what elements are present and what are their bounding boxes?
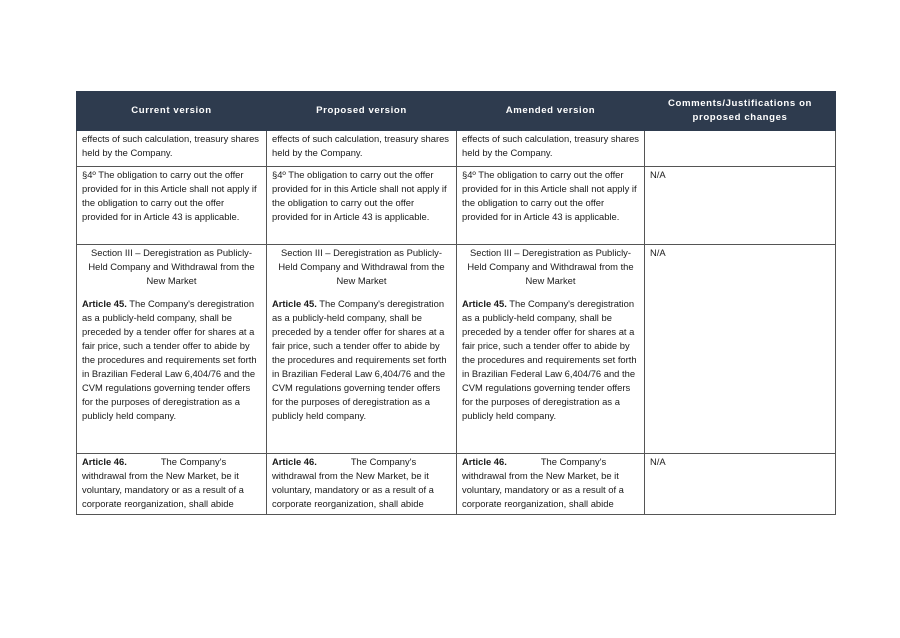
table-row <box>77 131 836 167</box>
article-paragraph: Article 45. The Company's deregistration as a publicly-held company, shall be preceded by a tender offer for shares at a fair price, such a tender offer to abide by the procedures and requirements set forth in Brazilian Federal Law 6,404/76 and the CVM regulations governing tender offers for the purposes of deregistration as a publicly held company. <box>462 298 637 421</box>
current-cell <box>77 245 267 454</box>
header-comments: Comments/Justifications on proposed changes <box>645 92 836 131</box>
article-number: Article 46. <box>82 456 127 467</box>
table-header <box>77 92 836 131</box>
amendment-comparison-table <box>76 91 836 515</box>
table-row <box>77 454 836 515</box>
proposed-cell <box>267 245 457 454</box>
proposed-cell <box>267 454 457 515</box>
comment-cell <box>645 131 836 167</box>
table-row <box>77 245 836 454</box>
header-proposed-version: Proposed version <box>267 92 457 131</box>
header-current-version: Current version <box>77 92 267 131</box>
section-heading: Section III – Deregistration as Publicly-Held Company and Withdrawal from the New Market <box>278 247 445 286</box>
article-paragraph: Article 46. The Company's withdrawal from the New Market, be it voluntary, mandatory or as a result of a corporate reorganization, shall abide <box>272 456 434 509</box>
article-number: Article 46. <box>462 456 507 467</box>
amended-cell <box>457 454 645 515</box>
comment-cell: N/A <box>645 454 836 515</box>
section-heading: Section III – Deregistration as Publicly-Held Company and Withdrawal from the New Market <box>467 247 634 286</box>
article-paragraph: Article 46. The Company's withdrawal from the New Market, be it voluntary, mandatory or as a result of a corporate reorganization, shall abide <box>82 456 244 509</box>
current-cell: §4º The obligation to carry out the offer provided for in this Article shall not apply if the obligation to carry out the offer provided for in Article 43 is applicable. <box>77 167 267 245</box>
article-number: Article 45. <box>272 298 317 309</box>
proposed-cell: effects of such calculation, treasury shares held by the Company. <box>267 131 457 167</box>
section-heading: Section III – Deregistration as Publicly-Held Company and Withdrawal from the New Market <box>88 247 255 286</box>
comment-cell: N/A <box>645 245 836 454</box>
article-paragraph: Article 46. The Company's withdrawal from the New Market, be it voluntary, mandatory or as a result of a corporate reorganization, shall abide <box>462 456 624 509</box>
current-cell <box>77 454 267 515</box>
amended-cell: §4º The obligation to carry out the offer provided for in this Article shall not apply if the obligation to carry out the offer provided for in Article 43 is applicable. <box>457 167 645 245</box>
table-row <box>77 167 836 245</box>
article-paragraph: Article 45. The Company's deregistration as a publicly-held company, shall be preceded by a tender offer for shares at a fair price, such a tender offer to abide by the procedures and requirements set forth in Brazilian Federal Law 6,404/76 and the CVM regulations governing tender offers for the purposes of deregistration as a publicly held company. <box>272 298 447 421</box>
article-number: Article 45. <box>462 298 507 309</box>
header-amended-version: Amended version <box>457 92 645 131</box>
proposed-cell: §4º The obligation to carry out the offer provided for in this Article shall not apply if the obligation to carry out the offer provided for in Article 43 is applicable. <box>267 167 457 245</box>
amended-cell: effects of such calculation, treasury shares held by the Company. <box>457 131 645 167</box>
article-number: Article 45. <box>82 298 127 309</box>
article-paragraph: Article 45. The Company's deregistration as a publicly-held company, shall be preceded by a tender offer for shares at a fair price, such a tender offer to abide by the procedures and requirements set forth in Brazilian Federal Law 6,404/76 and the CVM regulations governing tender offers for the purposes of deregistration as a publicly held company. <box>82 298 257 421</box>
amended-cell <box>457 245 645 454</box>
current-cell: effects of such calculation, treasury shares held by the Company. <box>77 131 267 167</box>
comment-cell: N/A <box>645 167 836 245</box>
article-number: Article 46. <box>272 456 317 467</box>
